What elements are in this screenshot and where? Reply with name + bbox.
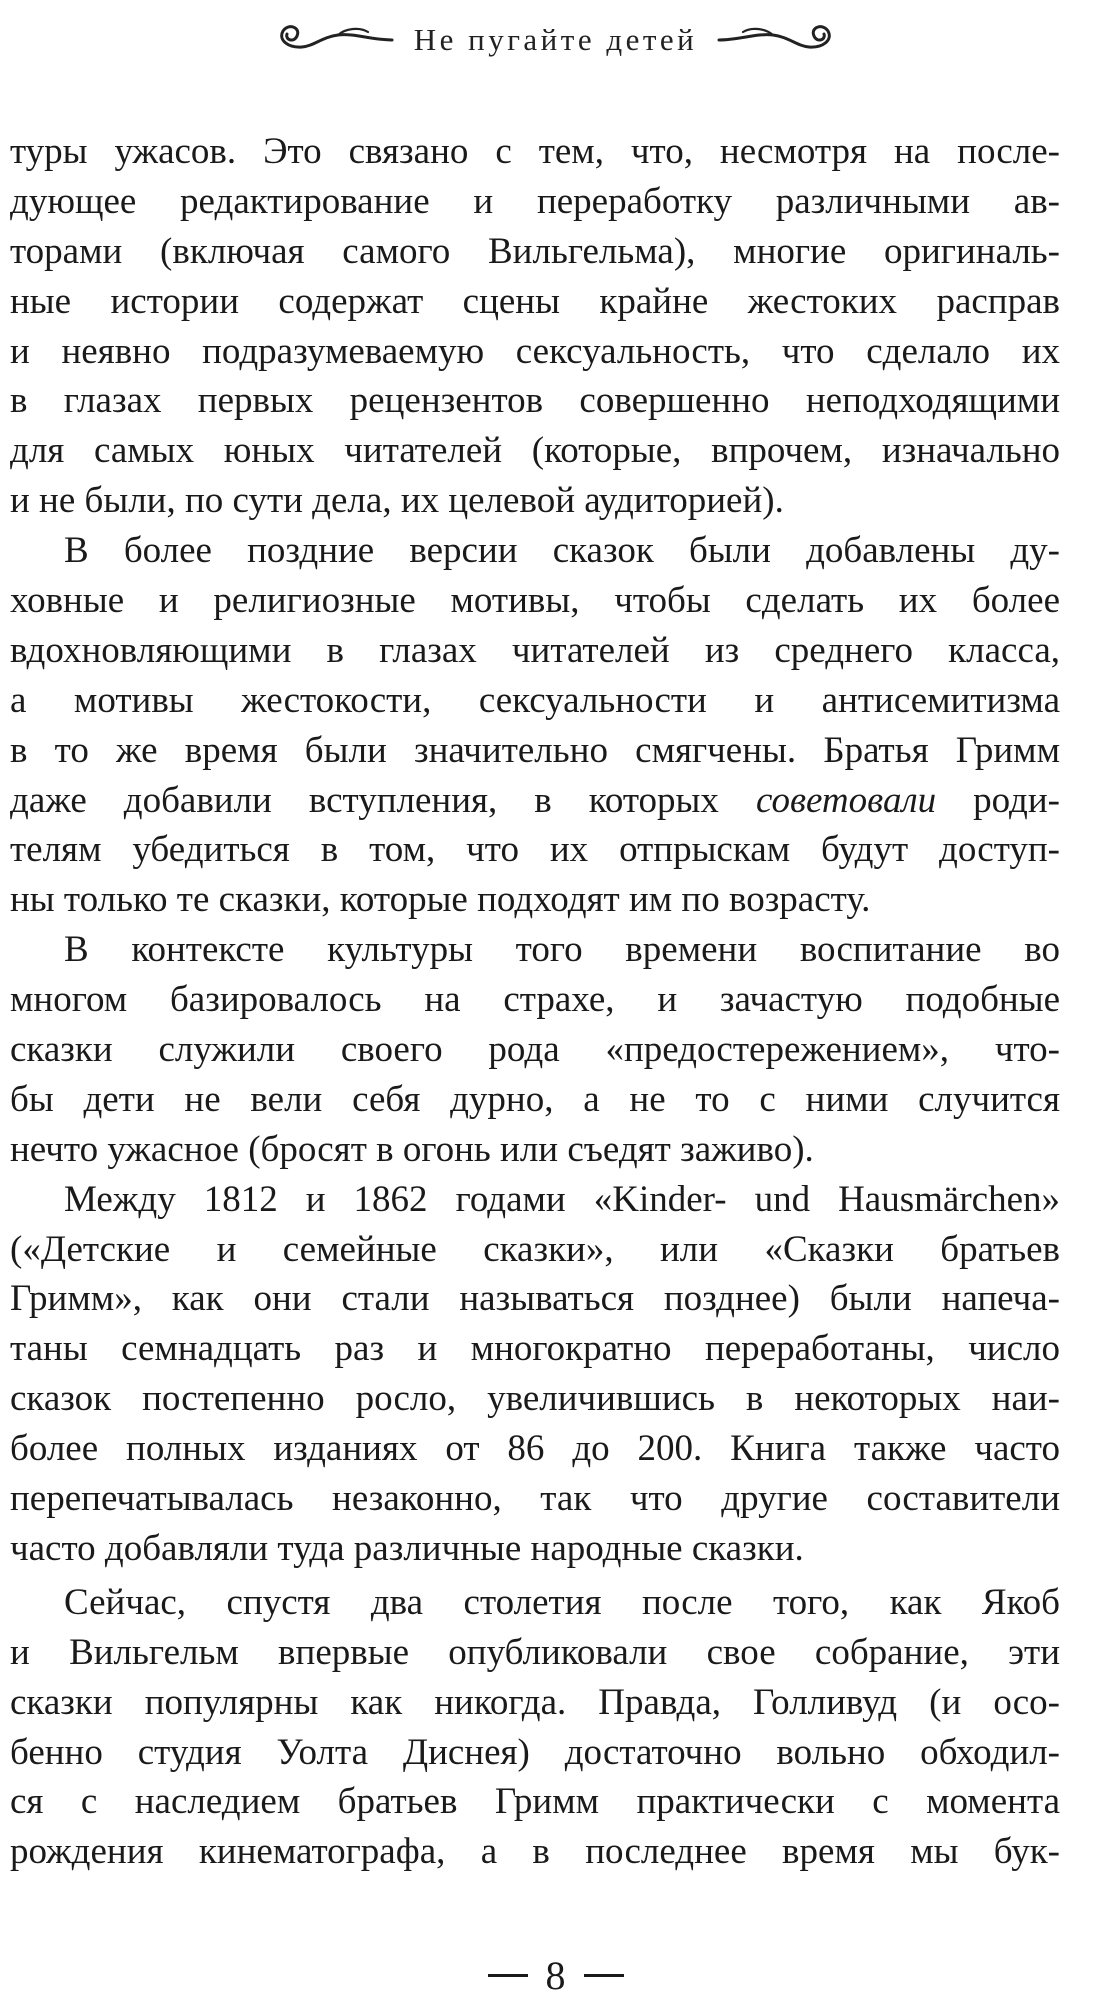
text-line: в глазах первых рецензентов совершенно неподходящими — [10, 380, 1060, 422]
running-header — [0, 14, 1111, 66]
text-line: Гримм», как они стали называться позднее) были напеча- — [10, 1278, 1060, 1320]
text-line: сказки служили своего рода «предостережением», что- — [10, 1029, 1060, 1071]
text-line: и Вильгельм впервые опубликовали свое собрание, эти — [10, 1631, 1060, 1673]
text-line: туры ужасов. Это связано с тем, что, несмотря на после- — [10, 131, 1060, 172]
text-line: для самых юных читателей (которые, впрочем, изначально — [10, 430, 1060, 472]
text-line: ся с наследием братьев Гримм практически с момента — [10, 1781, 1060, 1823]
text-line: В контексте культуры того времени воспитание во — [64, 929, 1060, 971]
text-line: часто добавляли туда различные народные сказки. — [10, 1527, 804, 1569]
text-run: даже добавили вступления, в которых — [10, 779, 756, 821]
text-line: ны только те сказки, которые подходят им по возрасту. — [10, 879, 871, 921]
flourish-right-icon — [715, 18, 843, 62]
dash-left-icon — [488, 1974, 528, 1977]
page-number: 8 — [545, 1953, 566, 1998]
text-line: ные истории содержат сцены крайне жестоких расправ — [10, 280, 1060, 322]
dash-right-icon — [584, 1974, 624, 1977]
text-line-with-emphasis — [10, 776, 1060, 826]
header-title: Не пугайте детей — [413, 22, 698, 57]
text-line: ховные и религиозные мотивы, чтобы сделать их более — [10, 580, 1060, 622]
text-line: В более поздние версии сказок были добавлены ду- — [64, 530, 1060, 572]
text-line: в то же время были значительно смягчены. Братья Гримм — [10, 729, 1060, 771]
body-text — [10, 127, 1060, 1877]
text-line: многом базировалось на страхе, и зачастую подобные — [10, 979, 1060, 1021]
text-line: бы дети не вели себя дурно, а не то с ними случится — [10, 1078, 1060, 1120]
text-line: телям убедиться в том, что их отпрыскам будут доступ- — [10, 829, 1060, 871]
text-line: рождения кинематографа, а в последнее время мы бук- — [10, 1831, 1060, 1873]
emphasis-text: советовали — [755, 779, 937, 821]
text-line: таны семнадцать раз и многократно переработаны, число — [10, 1328, 1060, 1370]
text-line: сказок постепенно росло, увеличившись в некоторых наи- — [10, 1378, 1060, 1420]
text-line: («Детские и семейные сказки», или «Сказки братьев — [10, 1228, 1060, 1270]
text-line: и неявно подразумеваемую сексуальность, что сделало их — [10, 330, 1060, 372]
text-line: торами (включая самого Вильгельма), многие оригиналь- — [10, 230, 1060, 272]
text-line: бенно студия Уолта Диснея) достаточно вольно обходил- — [10, 1731, 1060, 1773]
text-run: роди- — [936, 779, 1060, 821]
page-footer — [0, 1952, 1111, 1999]
text-line: дующее редактирование и переработку различными ав- — [10, 180, 1060, 222]
text-line: более полных изданиях от 86 до 200. Книга также часто — [10, 1428, 1060, 1470]
text-line: вдохновляющими в глазах читателей из среднего класса, — [10, 629, 1060, 671]
text-line: а мотивы жестокости, сексуальности и антисемитизма — [10, 679, 1060, 721]
text-line: нечто ужасное (бросят в огонь или съедят заживо). — [10, 1128, 814, 1170]
text-line: перепечатывалась незаконно, так что другие составители — [10, 1478, 1060, 1520]
text-line: Между 1812 и 1862 годами «Kinder- und Hausmärchen» — [64, 1178, 1060, 1220]
text-line: Сейчас, спустя два столетия после того, как Якоб — [64, 1581, 1060, 1623]
text-line: сказки популярны как никогда. Правда, Голливуд (и осо- — [10, 1681, 1060, 1723]
text-line: и не были, по сути дела, их целевой аудиторией). — [10, 480, 784, 522]
flourish-left-icon — [268, 18, 396, 62]
